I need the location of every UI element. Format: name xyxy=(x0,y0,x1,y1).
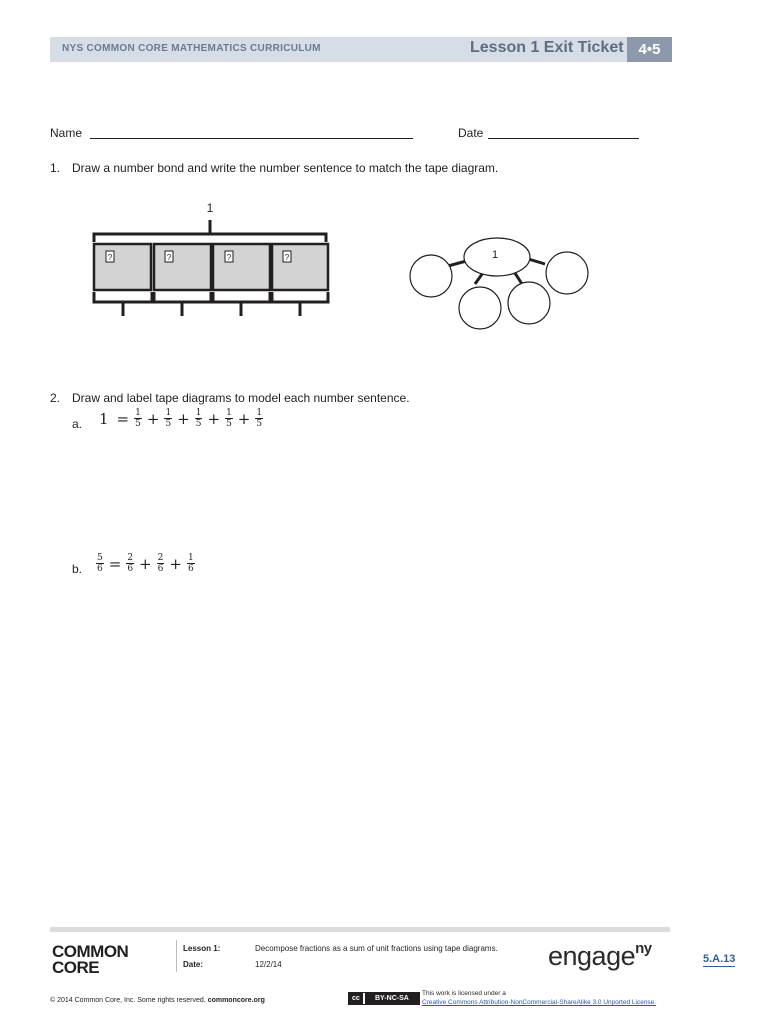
name-label: Name xyxy=(50,126,83,140)
equals-sign: = xyxy=(116,409,130,428)
plus-sign: + xyxy=(139,554,152,573)
plus-sign: + xyxy=(207,409,221,428)
header-lesson-title: Lesson 1 Exit Ticket xyxy=(470,39,624,56)
number-bond xyxy=(400,228,600,334)
part-a-label: a. xyxy=(72,417,83,431)
question-2-number: 2. xyxy=(50,391,61,405)
fraction: $\frac{1}{5}$ xyxy=(135,408,141,429)
footer-date-label: Date: xyxy=(183,960,204,969)
part-b-label: b. xyxy=(72,562,83,576)
tape-cell-label: ? xyxy=(284,253,290,262)
number-bond-part xyxy=(546,252,588,294)
common-core-logo: COMMON CORE xyxy=(52,942,129,977)
engageny-logo: engage$^{ny}$ xyxy=(548,940,652,971)
number-bond-part xyxy=(508,282,550,324)
fraction: $\frac{1}{5}$ xyxy=(195,408,202,429)
question-1-text: Draw a number bond and write the number sentence to match the tape diagram. xyxy=(72,161,499,175)
footer-lesson-description: Decompose fractions as a sum of unit fractions using tape diagrams. xyxy=(255,944,498,953)
page-number: 5.A.13 xyxy=(703,953,736,965)
equals-sign: = xyxy=(108,554,122,573)
tape-cell-label: ? xyxy=(226,253,232,262)
tape-cell xyxy=(272,244,328,290)
header-module-badge: 4•5 xyxy=(627,37,672,62)
plus-sign: + xyxy=(237,409,251,428)
tape-cell xyxy=(94,244,151,290)
plus-sign: + xyxy=(169,554,182,573)
footer-copyright: © 2014 Common Core, Inc. Some rights reserved. commoncore.org xyxy=(50,997,265,1004)
footer-divider xyxy=(176,940,177,972)
fraction: $\frac{1}{5}$ xyxy=(226,408,232,429)
tape-cells xyxy=(94,244,328,290)
header-curriculum: NYS COMMON CORE MATHEMATICS CURRICULUM xyxy=(62,43,321,54)
tape-cell xyxy=(213,244,270,290)
tape-cell-label: ? xyxy=(107,253,113,262)
plus-sign: + xyxy=(177,409,190,428)
equation-a-lhs: 1 xyxy=(99,409,109,428)
license-link[interactable]: Creative Commons Attribution-NonCommercial-ShareAlike 3.0 Unported License. xyxy=(422,999,657,1006)
footer-lesson-label: Lesson 1: xyxy=(183,944,221,953)
tape-diagram xyxy=(88,196,338,318)
question-2-text: Draw and label tape diagrams to model each number sentence. xyxy=(72,391,410,405)
name-line[interactable] xyxy=(90,138,413,139)
date-label: Date xyxy=(458,126,484,140)
fraction: $\frac{2}{6}$ xyxy=(127,553,134,574)
fraction: $\frac{1}{5}$ xyxy=(165,408,172,429)
tape-top-brace xyxy=(94,234,326,242)
tape-cell-label: ? xyxy=(166,253,172,262)
cc-license-badge: cc BY-NC-SA xyxy=(348,992,420,1005)
number-bond-whole-label: 1 xyxy=(491,249,499,261)
footer-rule xyxy=(50,927,670,932)
equation-b xyxy=(95,553,196,574)
number-bond-part xyxy=(459,287,501,329)
date-line[interactable] xyxy=(488,138,639,139)
tape-cell xyxy=(154,244,211,290)
fraction: $\frac{1}{5}$ xyxy=(256,408,263,429)
fraction: $\frac{2}{6}$ xyxy=(157,553,164,574)
number-bond-part xyxy=(410,255,452,297)
tape-bottom-braces xyxy=(94,292,328,316)
license-text: This work is licensed under a xyxy=(422,990,506,997)
plus-sign: + xyxy=(146,409,160,428)
footer-date-value: 12/2/14 xyxy=(255,960,282,969)
question-1-number: 1. xyxy=(50,161,61,175)
equation-a xyxy=(95,408,264,429)
fraction: $\frac{1}{6}$ xyxy=(187,553,194,574)
tape-total-label: 1 xyxy=(206,201,214,215)
fraction: $\frac{5}{6}$ xyxy=(97,553,103,574)
